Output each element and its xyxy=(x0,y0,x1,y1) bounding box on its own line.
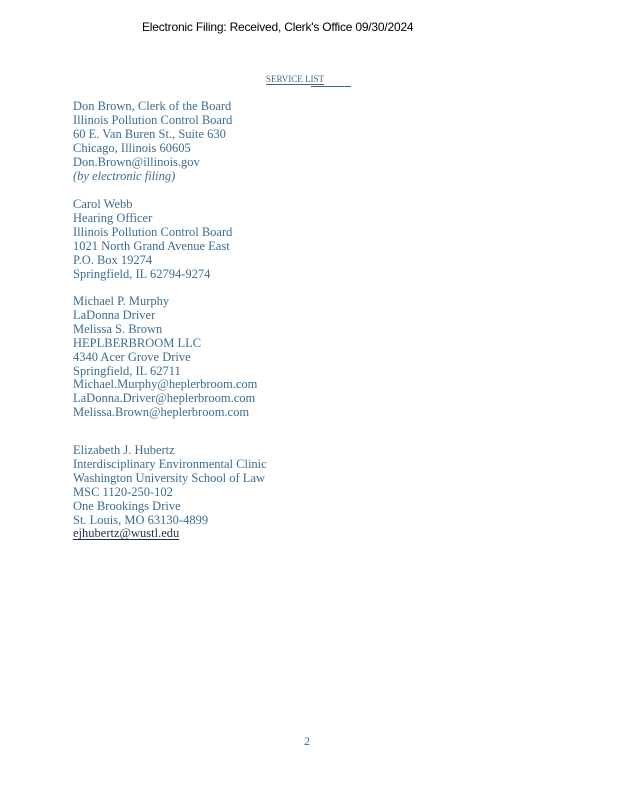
page-number: 2 xyxy=(304,734,310,748)
entry-email: Michael.Murphy@heplerbroom.com xyxy=(73,377,258,392)
entry-organization: Washington University School of Law xyxy=(73,470,266,485)
service-list-heading: SERVICE LIST xyxy=(266,74,325,84)
entry-organization: Illinois Pollution Control Board xyxy=(73,224,233,239)
service-entry-hearing-officer xyxy=(73,198,232,281)
service-entry-clerk xyxy=(73,100,232,183)
entry-street-address: One Brookings Drive xyxy=(73,498,181,513)
entry-organization: HEPLBERBROOM LLC xyxy=(73,335,202,350)
entry-title: Hearing Officer xyxy=(73,210,153,225)
entry-organization: Illinois Pollution Control Board xyxy=(73,112,233,127)
entry-email: Melissa.Brown@heplerbroom.com xyxy=(73,405,250,420)
entry-name: Melissa S. Brown xyxy=(73,321,163,336)
entry-city-state-zip: St. Louis, MO 63130-4899 xyxy=(73,512,209,527)
entry-name: LaDonna Driver xyxy=(73,307,156,322)
entry-city-state-zip: Springfield, IL 62794-9274 xyxy=(73,266,211,281)
entry-city-state-zip: Chicago, Illinois 60605 xyxy=(73,140,191,155)
entry-po-box: P.O. Box 19274 xyxy=(73,252,153,267)
entry-email: LaDonna.Driver@heplerbroom.com xyxy=(73,391,256,406)
filing-stamp: Electronic Filing: Received, Clerk's Office 09/30/2024 xyxy=(142,20,414,34)
entry-filing-note: (by electronic filing) xyxy=(73,168,176,183)
service-entry-heplerbroom xyxy=(73,295,257,420)
entry-name: Elizabeth J. Hubertz xyxy=(73,443,175,457)
entry-street-address: 60 E. Van Buren St., Suite 630 xyxy=(73,126,226,141)
entry-organization: Interdisciplinary Environmental Clinic xyxy=(73,456,267,471)
entry-name: Michael P. Murphy xyxy=(73,294,170,308)
entry-street-address: 4340 Acer Grove Drive xyxy=(73,349,191,364)
entry-email: Don.Brown@illinois.gov xyxy=(73,154,200,169)
entry-email-link[interactable]: ejhubertz@wustl.edu xyxy=(73,526,180,541)
entry-city-state-zip: Springfield, IL 62711 xyxy=(73,363,181,378)
entry-mail-stop: MSC 1120-250-102 xyxy=(73,484,173,499)
entry-name: Don Brown, Clerk of the Board xyxy=(73,99,232,113)
entry-name: Carol Webb xyxy=(73,197,133,211)
service-entry-washu-clinic xyxy=(73,444,267,541)
heading-underline xyxy=(311,86,351,87)
entry-street-address: 1021 North Grand Avenue East xyxy=(73,238,230,253)
